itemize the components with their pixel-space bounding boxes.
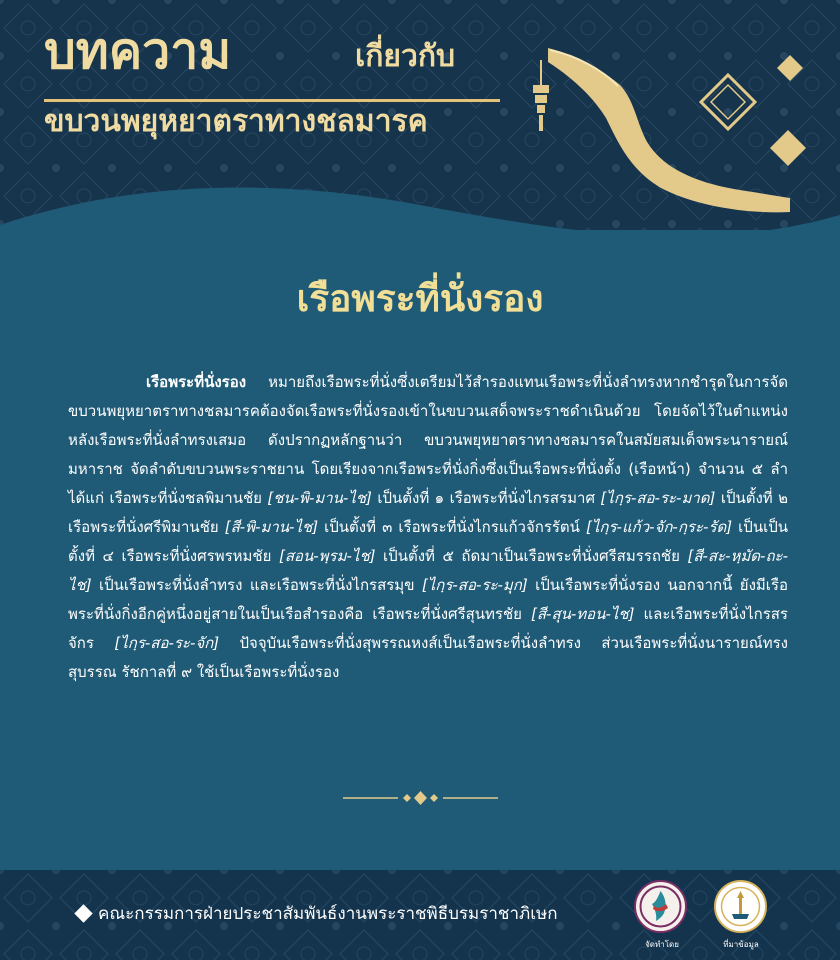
article-text: เป็นตั้งที่ ๑ เรือพระที่นั่งไกรสรมาศ <box>371 489 601 507</box>
pronunciation: [สี-พิ-มาน-ไช] <box>224 518 319 536</box>
pronunciation: [ไกฺร-สอ-ระ-มาด] <box>600 489 716 507</box>
article-text: และเรือพระที่นั่งไกรสรจักร <box>68 605 788 652</box>
article-lead-term: เรือพระที่นั่งรอง <box>146 373 247 391</box>
pronunciation: [สี-สะ-หฺมัด-ถะ-ไช] <box>68 547 789 594</box>
pronunciation: [สี-สุน-ทอน-ไช] <box>531 605 635 623</box>
article-heading: เรือพระที่นั่งรอง <box>296 277 544 320</box>
header-banner <box>0 0 840 250</box>
source-logo <box>714 880 767 933</box>
organizer-logo-caption: จัดทำโดย <box>645 940 679 949</box>
garuda-emblem-icon <box>636 882 685 931</box>
article-paragraph <box>68 368 788 687</box>
pronunciation: [ไกฺร-สอ-ระ-มุก] <box>421 576 528 594</box>
article-text: เป็นตั้งที่ ๒ เรือพระที่นั่งศรีพิมานชัย <box>68 489 788 536</box>
header-title: บทความ <box>44 22 232 80</box>
article-text: เป็นตั้งที่ ๓ เรือพระที่นั่งไกรแก้วจักรรัตน์ <box>318 518 587 536</box>
pronunciation: [ไกฺร-แก้ว-จัก-กฺระ-รัด] <box>586 518 733 536</box>
source-logo-caption: ที่มาข้อมูล <box>723 940 759 949</box>
header-subtitle-procession: ขบวนพยุหยาตราทางชลมารค <box>44 104 428 139</box>
pronunciation: [ไกฺร-สอ-ระ-จัก] <box>114 634 220 652</box>
article-text: เป็นเรือพระที่นั่งรอง นอกจากนี้ ยังมีเรือพระที่นั่งกิ่งอีกคู่หนึ่งอยู่สายในเป็นเรือสำรองคือ เรือพระที่นั่งศรีสุนทรชัย <box>68 576 788 623</box>
article-text: หมายถึงเรือพระที่นั่งซึ่งเตรียมไว้สำรองแทนเรือพระที่นั่งลำทรงหากชำรุดในการจัดขบวนพยุหยาตราทางชลมารคต้องจัดเรือพระที่นั่งรองเข้าในขบวนเสด็จพระราชดำเนินด้วย โดยจัดไว้ในตำแหน่งหลังเรือพระที่นั่งลำทรงเสมอ ดังปรากฏหลักฐานว่า ขบวนพยุหยาตราทางชลมารคในสมัยสมเด็จพระนารายณ์มหาราช จัดลำดับขบวนพระราชยาน โดยเรียงจากเรือพระที่นั่งกิ่งซึ่งเป็นเรือพระที่นั่งตั้ง (เรือหน้า) จำนวน ๕ ลำ ได้แก่ เรือพระที่นั่งชลพิมานชัย <box>68 373 788 507</box>
article-text: เป็นเรือพระที่นั่งลำทรง และเรือพระที่นั่งไกรสรมุข <box>91 576 422 594</box>
footer-organization: คณะกรรมการฝ่ายประชาสัมพันธ์งานพระราชพิธีบรมราชาภิเษก <box>98 904 558 924</box>
article-text: เป็นตั้งที่ ๕ ถัดมาเป็นเรือพระที่นั่งศรีสมรรถชัย <box>375 547 688 565</box>
royal-emblem-icon <box>716 882 765 931</box>
ornamental-divider <box>343 790 498 806</box>
pronunciation: [ชน-พิ-มาน-ไช] <box>267 489 372 507</box>
header-subtitle-about: เกี่ยวกับ <box>355 39 456 74</box>
article-body <box>68 368 788 687</box>
organizer-logo <box>634 880 687 933</box>
article-text: ปัจจุบันเรือพระที่นั่งสุพรรณหงส์เป็นเรือพระที่นั่งลำทรง ส่วนเรือพระที่นั่งนารายณ์ทรงสุบรรณ รัชกาลที่ ๙ ใช้เป็นเรือพระที่นั่งรอง <box>68 634 788 681</box>
pronunciation: [สอน-พฺรม-ไช] <box>278 547 376 565</box>
article-text: เป็นเป็นตั้งที่ ๔ เรือพระที่นั่งศรพรหมชัย <box>68 518 788 565</box>
